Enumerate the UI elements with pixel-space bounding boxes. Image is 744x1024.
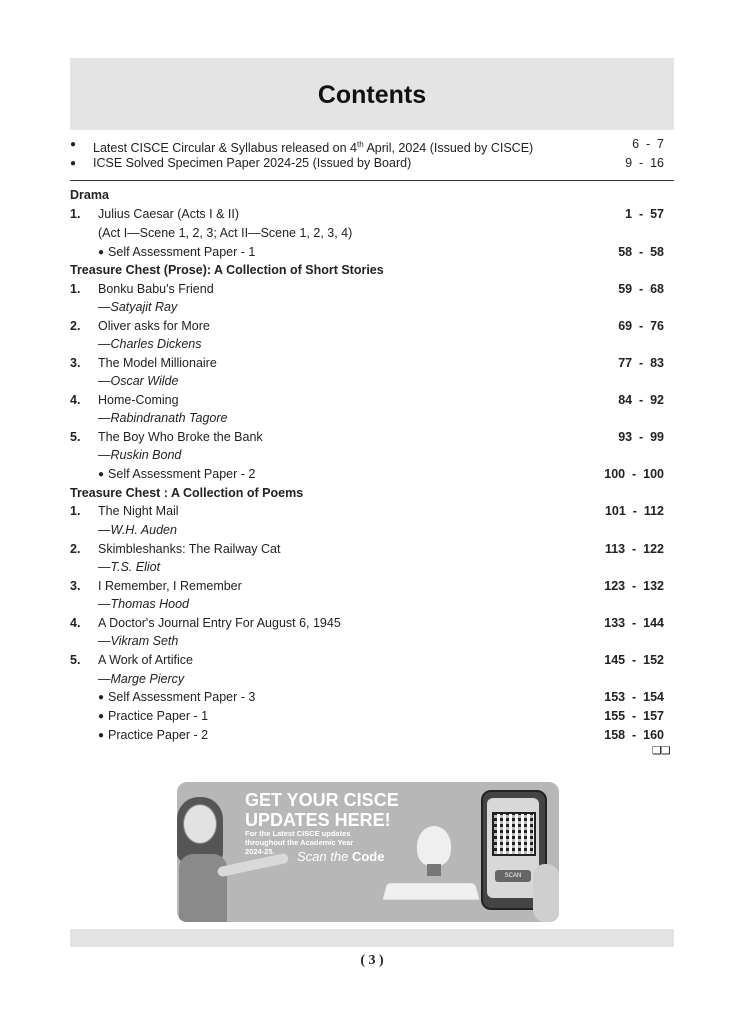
toc-entry: 1. Bonku Babu's Friend 59 - 68 bbox=[70, 280, 674, 299]
section-heading-poems: Treasure Chest : A Collection of Poems bbox=[70, 486, 304, 500]
entry-author: —T.S. Eliot bbox=[98, 560, 161, 574]
intro-row-circular bbox=[70, 135, 674, 154]
intro-text: Latest CISCE Circular & Syllabus released on 4 bbox=[93, 141, 358, 156]
entry-author: —Satyajit Ray bbox=[98, 300, 178, 314]
toc-entry: 3. I Remember, I Remember 123 - 132 bbox=[70, 577, 674, 596]
page-range: 58 - 58 bbox=[618, 245, 664, 259]
page-range: 123 - 132 bbox=[604, 579, 664, 593]
page-range: 9 - 16 bbox=[625, 156, 664, 170]
entry-title: A Work of Artifice bbox=[98, 653, 193, 667]
page-range: 6 - 7 bbox=[632, 137, 664, 151]
toc-entry: 2. Oliver asks for More 69 - 76 bbox=[70, 317, 674, 336]
intro-text: ICSE Solved Specimen Paper 2024-25 (Issued by Board) bbox=[93, 156, 412, 170]
girl-body-illustration bbox=[179, 854, 227, 922]
toc-entry: 3. The Model Millionaire 77 - 83 bbox=[70, 354, 674, 373]
toc-paper bbox=[70, 688, 674, 707]
toc-entry: 4. A Doctor's Journal Entry For August 6, 1945 133 - 144 bbox=[70, 614, 674, 633]
toc-author bbox=[70, 558, 674, 577]
page-range: 153 - 154 bbox=[604, 690, 664, 704]
toc-entry: 1. The Night Mail 101 - 112 bbox=[70, 502, 674, 521]
entry-title: Oliver asks for More bbox=[98, 319, 210, 333]
toc-author bbox=[70, 670, 674, 689]
page-range: 101 - 112 bbox=[604, 504, 664, 518]
toc-author bbox=[70, 372, 674, 391]
page-range: 100 - 100 bbox=[604, 467, 664, 481]
page-range: 133 - 144 bbox=[604, 616, 664, 630]
entry-title: A Doctor's Journal Entry For August 6, 1945 bbox=[98, 616, 341, 630]
page-range: 1 - 57 bbox=[625, 207, 664, 221]
entry-author: —Rabindranath Tagore bbox=[98, 411, 228, 425]
divider bbox=[70, 180, 674, 181]
page-range: 93 - 99 bbox=[618, 430, 664, 444]
footer-band bbox=[70, 929, 674, 947]
page-range: 145 - 152 bbox=[604, 653, 664, 667]
toc-paper bbox=[70, 465, 674, 484]
toc-author bbox=[70, 595, 674, 614]
page-range: 84 - 92 bbox=[618, 393, 664, 407]
entry-title: ● Self Assessment Paper - 2 bbox=[98, 465, 255, 485]
toc-paper bbox=[70, 726, 674, 745]
open-book-icon bbox=[383, 883, 480, 899]
entry-title: The Night Mail bbox=[98, 504, 179, 518]
entry-title: I Remember, I Remember bbox=[98, 579, 242, 593]
intro-text-after: April, 2024 (Issued by CISCE) bbox=[363, 141, 534, 156]
bullet-icon: ● bbox=[70, 139, 77, 150]
banner-scan-text: Scan the Code bbox=[297, 849, 385, 864]
entry-title: The Model Millionaire bbox=[98, 356, 217, 370]
page-range: 113 - 122 bbox=[604, 542, 664, 556]
banner-subline: For the Latest CISCE updates throughout the Academic Year 2024-25. bbox=[245, 829, 354, 856]
entry-author: —Oscar Wilde bbox=[98, 374, 179, 388]
intro-superscript: th bbox=[357, 140, 364, 149]
qr-code-icon[interactable] bbox=[492, 812, 536, 856]
page-range: 155 - 157 bbox=[604, 709, 664, 723]
toc-author bbox=[70, 409, 674, 428]
page-range: 59 - 68 bbox=[618, 282, 664, 296]
section-heading-prose: Treasure Chest (Prose): A Collection of Short Stories bbox=[70, 263, 384, 277]
toc-author bbox=[70, 446, 674, 465]
toc-entry-detail bbox=[70, 224, 674, 243]
toc-author bbox=[70, 298, 674, 317]
entry-author: —Ruskin Bond bbox=[98, 448, 182, 462]
entry-title: Julius Caesar (Acts I & II) bbox=[98, 207, 240, 221]
toc-entry: 4. Home-Coming 84 - 92 bbox=[70, 391, 674, 410]
entry-author: —Charles Dickens bbox=[98, 337, 202, 351]
page-range: 69 - 76 bbox=[618, 319, 664, 333]
entry-author: —Marge Piercy bbox=[98, 672, 185, 686]
entry-title: ● Self Assessment Paper - 1 bbox=[98, 243, 255, 263]
banner-headline: GET YOUR CISCE UPDATES HERE! bbox=[245, 790, 399, 830]
intro-row-specimen bbox=[70, 154, 674, 173]
end-mark-icon: ❏❏ bbox=[652, 745, 670, 757]
bullet-icon: ● bbox=[70, 158, 77, 169]
toc-author bbox=[70, 632, 674, 651]
entry-title: The Boy Who Broke the Bank bbox=[98, 430, 263, 444]
scan-button[interactable]: SCAN bbox=[495, 870, 531, 882]
entry-title: ● Self Assessment Paper - 3 bbox=[98, 688, 255, 708]
entry-title: Skimbleshanks: The Railway Cat bbox=[98, 542, 281, 556]
entry-title: ● Practice Paper - 2 bbox=[98, 726, 208, 746]
hand-illustration bbox=[533, 864, 559, 922]
toc-entry: 2. Skimbleshanks: The Railway Cat 113 - 122 bbox=[70, 540, 674, 559]
entry-title: Bonku Babu's Friend bbox=[98, 282, 214, 296]
entry-detail: (Act I—Scene 1, 2, 3; Act II—Scene 1, 2, 3, 4) bbox=[98, 226, 353, 240]
toc-entry: 1. Julius Caesar (Acts I & II) 1 - 57 bbox=[70, 205, 674, 224]
entry-author: —Vikram Seth bbox=[98, 634, 179, 648]
toc-entry: 5. The Boy Who Broke the Bank 93 - 99 bbox=[70, 428, 674, 447]
page-range: 158 - 160 bbox=[604, 728, 664, 742]
girl-illustration bbox=[183, 804, 217, 844]
section-heading-drama: Drama bbox=[70, 188, 109, 202]
page-range: 77 - 83 bbox=[618, 356, 664, 370]
entry-author: —W.H. Auden bbox=[98, 523, 177, 537]
entry-title: Home-Coming bbox=[98, 393, 179, 407]
toc-author bbox=[70, 521, 674, 540]
entry-author: —Thomas Hood bbox=[98, 597, 190, 611]
lightbulb-base-icon bbox=[427, 864, 441, 876]
toc-paper bbox=[70, 243, 674, 262]
qr-banner[interactable] bbox=[177, 782, 559, 922]
toc-entry: 5. A Work of Artifice 145 - 152 bbox=[70, 651, 674, 670]
entry-title: ● Practice Paper - 1 bbox=[98, 707, 208, 727]
page-number: ( 3 ) bbox=[360, 953, 384, 968]
lightbulb-icon bbox=[417, 826, 451, 866]
toc-paper bbox=[70, 707, 674, 726]
toc-author bbox=[70, 335, 674, 354]
page-title: Contents bbox=[317, 81, 427, 109]
pointing-arm-illustration bbox=[217, 853, 290, 878]
